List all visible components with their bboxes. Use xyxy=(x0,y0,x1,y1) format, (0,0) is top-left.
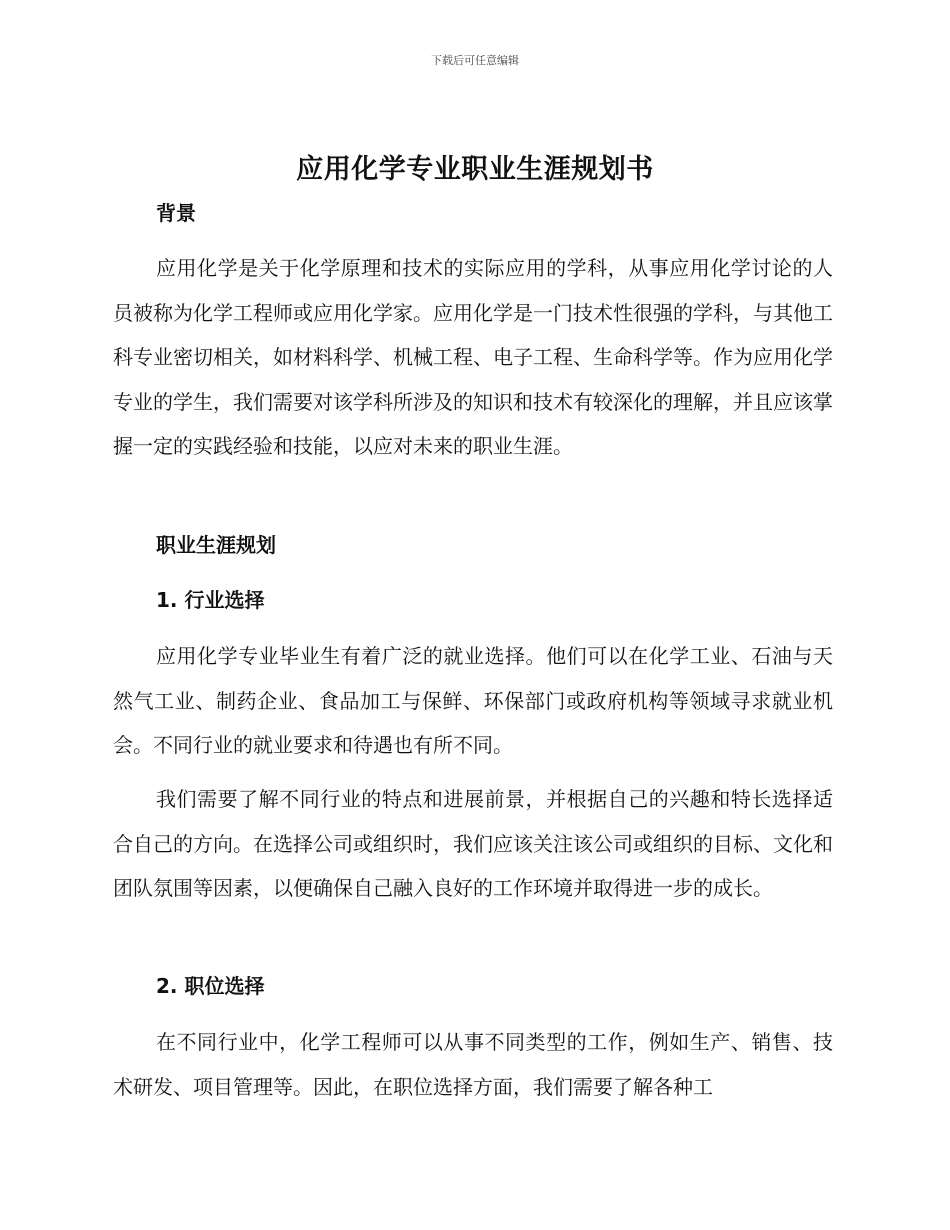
section-heading-position-choice: 2. 职位选择 xyxy=(156,974,265,998)
header-note: 下载后可任意编辑 xyxy=(431,54,519,67)
section-heading-career-plan: 职业生涯规划 xyxy=(156,533,276,557)
paragraph-position: 在不同行业中，化学工程师可以从事不同类型的工作，例如生产、销售、技术研发、项目管理等。因此，在职位选择方面，我们需要了解各种工 xyxy=(113,1030,833,1099)
paragraph-background: 应用化学是关于化学原理和技术的实际应用的学科，从事应用化学讨论的人员被称为化学工程师或应用化学家。应用化学是一门技术性很强的学科，与其他工科专业密切相关，如材料科学、机械工程、电子工程、生命科学等。作为应用化学专业的学生，我们需要对该学科所涉及的知识和技术有较深化的理解，并且应该掌握一定的实践经验和技能，以应对未来的职业生涯。 xyxy=(113,256,833,458)
section-heading-background: 背景 xyxy=(156,201,196,225)
section-heading-industry-choice: 1. 行业选择 xyxy=(156,588,265,612)
paragraph-industry-2: 我们需要了解不同行业的特点和进展前景，并根据自己的兴趣和特长选择适合自己的方向。在选择公司或组织时，我们应该关注该公司或组织的目标、文化和团队氛围等因素，以便确保自己融入良好的工作环境并取得进一步的成长。 xyxy=(113,787,833,900)
document-title: 应用化学专业职业生涯规划书 xyxy=(296,154,654,185)
paragraph-industry-1: 应用化学专业毕业生有着广泛的就业选择。他们可以在化学工业、石油与天然气工业、制药企业、食品加工与保鲜、环保部门或政府机构等领域寻求就业机会。不同行业的就业要求和待遇也有所不同。 xyxy=(113,644,833,757)
